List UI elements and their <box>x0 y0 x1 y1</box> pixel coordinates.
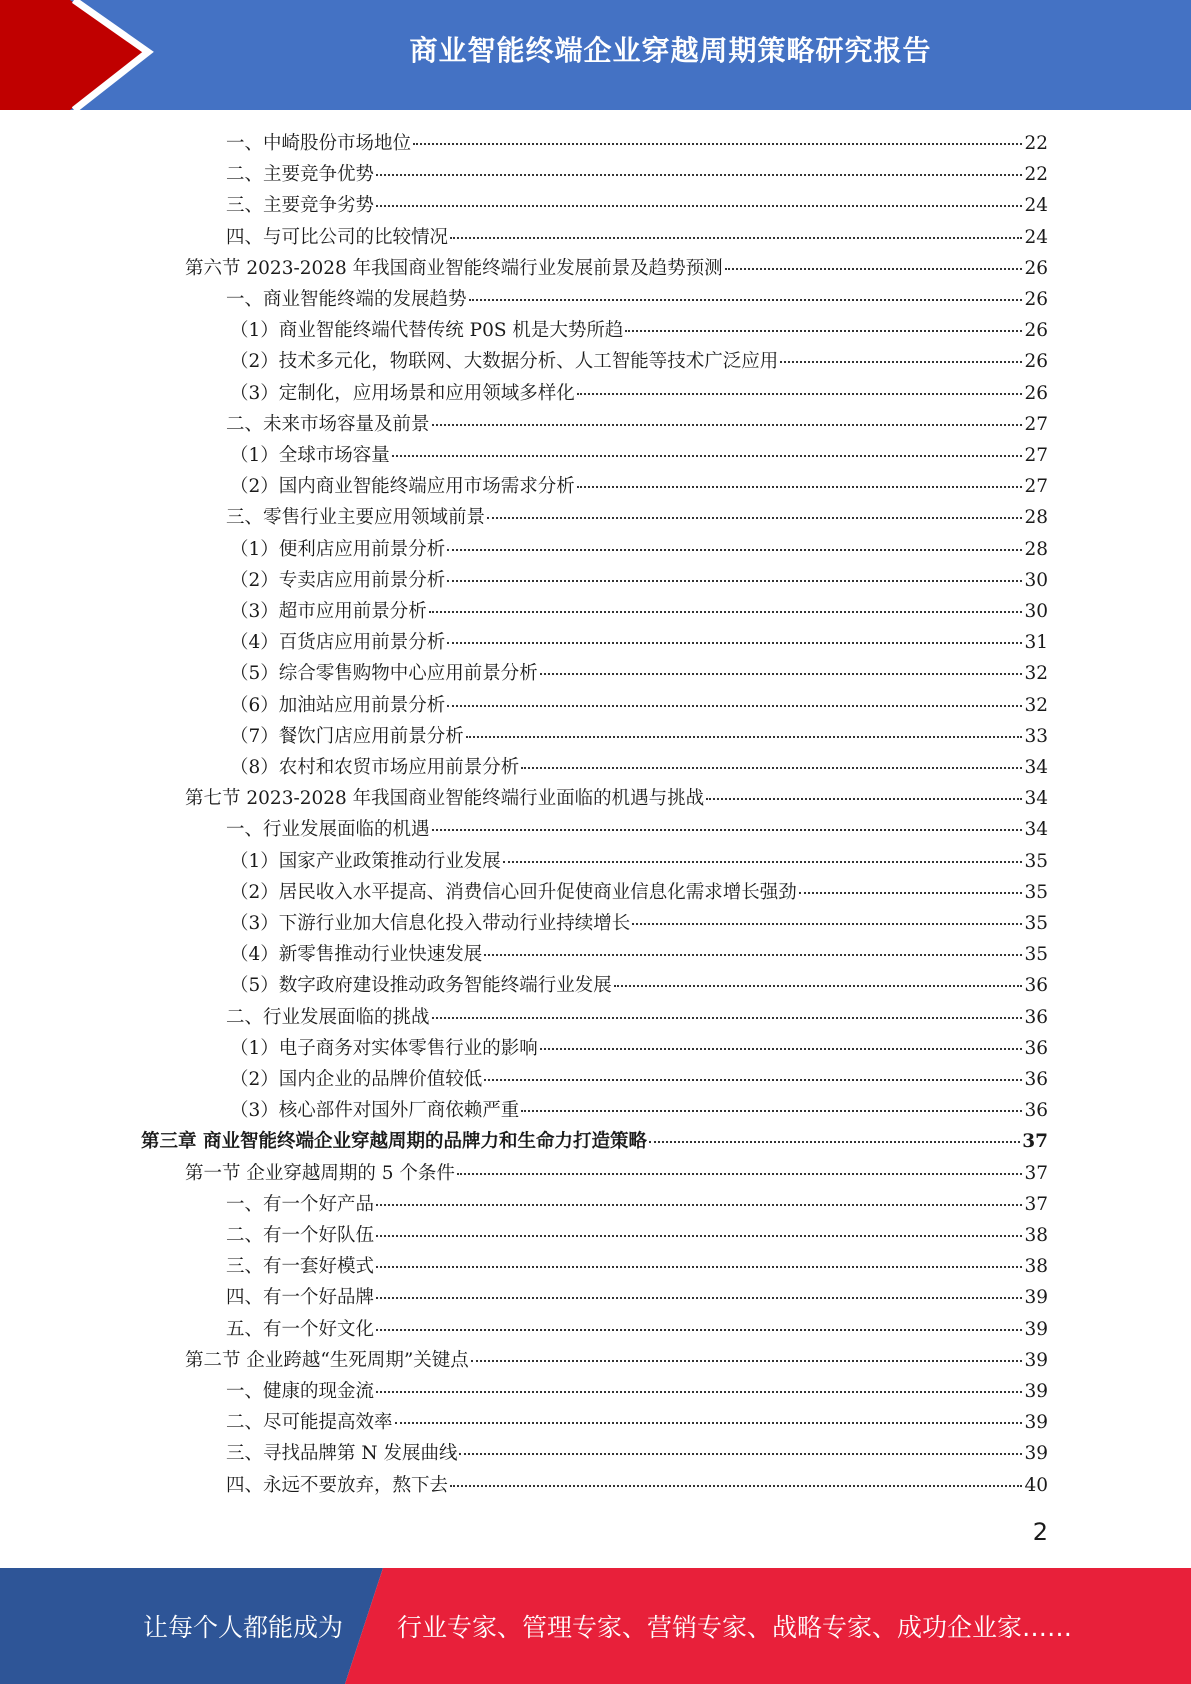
toc-entry-page: 36 <box>1024 1006 1048 1028</box>
toc-entry[interactable] <box>0 877 1048 908</box>
toc-entry[interactable] <box>0 1002 1048 1033</box>
toc-dot-leader <box>577 485 1023 488</box>
toc-dot-leader <box>447 704 1022 707</box>
toc-dot-leader <box>429 610 1023 613</box>
toc-entry-page: 31 <box>1024 632 1048 654</box>
toc-entry-page: 39 <box>1024 1318 1048 1340</box>
toc-entry-label: 一、商业智能终端的发展趋势 <box>226 289 467 310</box>
toc-dot-leader <box>376 1296 1022 1299</box>
toc-entry-label: 第六节 2023-2028 年我国商业智能终端行业发展前景及趋势预测 <box>185 257 723 279</box>
toc-entry-page: 35 <box>1024 944 1048 966</box>
toc-entry-page: 39 <box>1024 1287 1048 1309</box>
toc-entry-page: 39 <box>1024 1443 1048 1465</box>
page-header <box>0 0 1191 110</box>
toc-entry-page: 34 <box>1024 788 1048 810</box>
toc-entry-label: （3）定制化，应用场景和应用领域多样化 <box>230 382 575 404</box>
toc-entry[interactable] <box>0 721 1048 752</box>
toc-entry-label: （2）国内商业智能终端应用市场需求分析 <box>230 476 575 498</box>
toc-entry[interactable] <box>0 440 1048 471</box>
toc-entry[interactable] <box>0 1126 1048 1157</box>
toc-entry-label: 二、主要竞争优势 <box>226 164 375 186</box>
toc-dot-leader <box>540 672 1023 675</box>
toc-entry-label: （2）国内企业的品牌价值较低 <box>230 1069 483 1090</box>
toc-entry-page: 36 <box>1024 1069 1048 1090</box>
toc-entry[interactable] <box>0 1376 1048 1407</box>
toc-entry-label: 一、健康的现金流 <box>226 1381 375 1402</box>
toc-entry-page: 33 <box>1024 725 1048 747</box>
toc-entry-label: （5）综合零售购物中心应用前景分析 <box>230 663 538 685</box>
toc-dot-leader <box>521 766 1022 769</box>
toc-dot-leader <box>447 641 1022 644</box>
footer-slogan-right: 行业专家、管理专家、营销专家、战略专家、成功企业家…… <box>397 1613 1073 1642</box>
toc-dot-leader <box>392 454 1023 457</box>
toc-entry-label: （3）超市应用前景分析 <box>230 601 427 622</box>
toc-entry-page: 26 <box>1024 289 1048 310</box>
toc-entry[interactable] <box>0 409 1048 440</box>
toc-dot-leader <box>447 548 1022 551</box>
toc-entry-label: （5）数字政府建设推动政务智能终端行业发展 <box>230 975 612 997</box>
toc-entry-label: （4）新零售推动行业快速发展 <box>230 944 483 966</box>
toc-dot-leader <box>376 1265 1022 1268</box>
toc-entry-label: （1）全球市场容量 <box>230 445 390 466</box>
toc-entry-page: 24 <box>1024 195 1048 217</box>
toc-entry[interactable] <box>0 222 1048 253</box>
toc-entry-page: 24 <box>1024 226 1048 248</box>
toc-dot-leader <box>614 984 1023 987</box>
toc-entry-label: 四、与可比公司的比较情况 <box>226 226 449 248</box>
toc-dot-leader <box>484 953 1022 956</box>
toc-dot-leader <box>447 579 1022 582</box>
toc-entry[interactable] <box>0 1282 1048 1313</box>
toc-dot-leader <box>780 360 1022 363</box>
toc-entry[interactable] <box>0 315 1048 346</box>
toc-entry-label: 一、行业发展面临的机遇 <box>226 819 430 841</box>
toc-entry-page: 37 <box>1024 1193 1048 1215</box>
toc-entry[interactable] <box>0 1407 1048 1438</box>
toc-entry-label: 第二节 企业跨越“生死周期”关键点 <box>185 1349 469 1371</box>
toc-entry-label: （6）加油站应用前景分析 <box>230 694 446 716</box>
toc-entry-label: （7）餐饮门店应用前景分析 <box>230 725 464 747</box>
toc-entry-page: 26 <box>1024 320 1048 342</box>
toc-dot-leader <box>487 516 1022 519</box>
toc-entry-page: 39 <box>1024 1412 1048 1434</box>
toc-dot-leader <box>649 1140 1020 1143</box>
toc-dot-leader <box>466 735 1023 738</box>
toc-dot-leader <box>432 1016 1023 1019</box>
toc-entry-label: 二、行业发展面临的挑战 <box>226 1006 430 1028</box>
toc-entry-label: 四、永远不要放弃，熬下去 <box>226 1474 449 1496</box>
toc-entry-label: 三、零售行业主要应用领域前景 <box>226 507 486 529</box>
toc-entry-page: 27 <box>1024 476 1048 498</box>
toc-entry-label: 三、有一套好模式 <box>226 1256 375 1278</box>
toc-entry-page: 39 <box>1024 1349 1048 1371</box>
toc-entry-page: 28 <box>1024 538 1048 560</box>
toc-entry-label: 二、未来市场容量及前景 <box>226 413 430 435</box>
toc-entry-page: 26 <box>1024 351 1048 373</box>
toc-dot-leader <box>459 1452 1022 1455</box>
report-title: 商业智能终端企业穿越周期策略研究报告 <box>409 34 932 67</box>
toc-entry-label: 一、中崎股份市场地位 <box>226 133 412 154</box>
toc-entry[interactable] <box>0 1438 1048 1469</box>
toc-entry-label: （2）居民收入水平提高、消费信心回升促使商业信息化需求增长强劲 <box>230 881 797 903</box>
toc-entry-label: 二、有一个好队伍 <box>226 1225 375 1246</box>
toc-dot-leader <box>521 1109 1022 1112</box>
toc-dot-leader <box>457 1172 1023 1175</box>
toc-entry[interactable] <box>0 596 1048 627</box>
toc-entry-page: 38 <box>1024 1256 1048 1278</box>
toc-entry-label: （4）百货店应用前景分析 <box>230 632 446 654</box>
toc-entry-page: 34 <box>1024 757 1048 778</box>
toc-entry[interactable] <box>0 378 1048 409</box>
toc-entry-page: 36 <box>1024 1037 1048 1059</box>
toc-entry[interactable] <box>0 471 1048 502</box>
toc-entry-page: 28 <box>1024 507 1048 529</box>
toc-dot-leader <box>799 891 1023 894</box>
toc-entry[interactable] <box>0 970 1048 1001</box>
toc-entry-page: 37 <box>1024 1162 1048 1184</box>
toc-entry-label: 一、有一个好产品 <box>226 1193 375 1215</box>
toc-entry-page: 36 <box>1024 975 1048 997</box>
toc-dot-leader <box>395 1421 1023 1424</box>
page-number: 2 <box>1032 1518 1048 1546</box>
header-arrow-decoration <box>0 0 160 110</box>
toc-dot-leader <box>376 1328 1022 1331</box>
toc-dot-leader <box>376 204 1022 207</box>
toc-entry-label: （1）电子商务对实体零售行业的影响 <box>230 1037 538 1059</box>
toc-entry[interactable] <box>0 814 1048 845</box>
toc-entry[interactable] <box>0 190 1048 221</box>
toc-entry[interactable] <box>0 846 1048 877</box>
toc-entry[interactable] <box>0 502 1048 533</box>
toc-entry[interactable] <box>0 1033 1048 1064</box>
toc-entry-label: （3）下游行业加大信息化投入带动行业持续增长 <box>230 913 631 934</box>
toc-entry-label: （3）核心部件对国外厂商依赖严重 <box>230 1100 520 1122</box>
toc-entry-page: 35 <box>1024 850 1048 872</box>
toc-entry-page: 26 <box>1024 257 1048 279</box>
toc-entry[interactable] <box>0 939 1048 970</box>
toc-entry-page: 39 <box>1024 1381 1048 1402</box>
toc-entry[interactable] <box>0 565 1048 596</box>
toc-entry[interactable] <box>0 1470 1048 1501</box>
toc-entry-page: 27 <box>1024 445 1048 466</box>
toc-entry-page: 40 <box>1024 1474 1048 1496</box>
toc-dot-leader <box>503 860 1023 863</box>
toc-dot-leader <box>625 329 1022 332</box>
toc-entry[interactable] <box>0 1095 1048 1126</box>
toc-entry-label: （2）专卖店应用前景分析 <box>230 569 446 591</box>
toc-entry-label: 五、有一个好文化 <box>226 1318 375 1340</box>
toc-entry[interactable] <box>0 1158 1048 1189</box>
toc-entry-label: （8）农村和农贸市场应用前景分析 <box>230 757 520 778</box>
toc-entry[interactable] <box>0 253 1048 284</box>
toc-entry-page: 26 <box>1024 382 1048 404</box>
toc-entry-page: 32 <box>1024 663 1048 685</box>
footer-slogan-left: 让每个人都能成为 <box>143 1613 344 1642</box>
toc-entry-page: 32 <box>1024 694 1048 716</box>
toc-entry[interactable] <box>0 1314 1048 1345</box>
toc-entry[interactable] <box>0 1220 1048 1251</box>
toc-entry-page: 22 <box>1024 133 1048 154</box>
toc-dot-leader <box>413 142 1022 145</box>
toc-entry-label: 二、尽可能提高效率 <box>226 1412 393 1434</box>
toc-entry-page: 34 <box>1024 819 1048 841</box>
toc-entry-label: 第七节 2023-2028 年我国商业智能终端行业面临的机遇与挑战 <box>185 788 705 810</box>
toc-entry[interactable] <box>0 1189 1048 1220</box>
toc-entry[interactable] <box>0 1251 1048 1282</box>
toc-entry-label: 第一节 企业穿越周期的 5 个条件 <box>185 1162 455 1184</box>
toc-dot-leader <box>540 1047 1023 1050</box>
toc-entry-label: （1）商业智能终端代替传统 P0S 机是大势所趋 <box>230 320 624 342</box>
toc-entry-page: 30 <box>1024 569 1048 591</box>
toc-dot-leader <box>376 1390 1022 1393</box>
toc-dot-leader <box>376 173 1022 176</box>
toc-dot-leader <box>577 392 1023 395</box>
toc-entry-page: 27 <box>1024 413 1048 435</box>
toc-entry[interactable] <box>0 908 1048 939</box>
toc-entry-label: （1）国家产业政策推动行业发展 <box>230 850 501 872</box>
toc-dot-leader <box>632 922 1022 925</box>
toc-entry-page: 37 <box>1022 1131 1048 1153</box>
toc-dot-leader <box>706 797 1022 800</box>
toc-entry[interactable] <box>0 128 1048 159</box>
toc-entry-page: 35 <box>1024 913 1048 934</box>
toc-entry-page: 35 <box>1024 881 1048 903</box>
toc-entry[interactable] <box>0 783 1048 814</box>
toc-dot-leader <box>725 267 1023 270</box>
toc-entry[interactable] <box>0 658 1048 689</box>
toc-entry[interactable] <box>0 690 1048 721</box>
toc-dot-leader <box>432 828 1023 831</box>
toc-entry[interactable] <box>0 284 1048 315</box>
toc-entry[interactable] <box>0 627 1048 658</box>
toc-entry-label: 三、寻找品牌第 N 发展曲线 <box>226 1443 458 1465</box>
toc-entry-label: （1）便利店应用前景分析 <box>230 538 446 560</box>
toc-entry-page: 36 <box>1024 1100 1048 1122</box>
toc-entry-page: 38 <box>1024 1225 1048 1246</box>
toc-dot-leader <box>376 1234 1022 1237</box>
toc-entry-page: 22 <box>1024 164 1048 186</box>
toc-dot-leader <box>484 1078 1022 1081</box>
toc-dot-leader <box>469 298 1023 301</box>
toc-entry[interactable] <box>0 1345 1048 1376</box>
toc-entry[interactable] <box>0 1064 1048 1095</box>
toc-dot-leader <box>450 1484 1022 1487</box>
toc-entry-label: 四、有一个好品牌 <box>226 1287 375 1309</box>
toc-dot-leader <box>450 236 1022 239</box>
toc-entry[interactable] <box>0 752 1048 783</box>
toc-entry[interactable] <box>0 346 1048 377</box>
toc-entry-label: 三、主要竞争劣势 <box>226 195 375 217</box>
toc-dot-leader <box>432 423 1023 426</box>
page-footer <box>0 1568 1191 1684</box>
toc-entry-label: （2）技术多元化，物联网、大数据分析、人工智能等技术广泛应用 <box>230 351 779 373</box>
toc-entry-page: 30 <box>1024 601 1048 622</box>
toc-entry[interactable] <box>0 534 1048 565</box>
toc-entry-label: 第三章 商业智能终端企业穿越周期的品牌力和生命力打造策略 <box>141 1131 647 1153</box>
toc-dot-leader <box>471 1359 1023 1362</box>
toc-dot-leader <box>376 1203 1022 1206</box>
toc-entry[interactable] <box>0 159 1048 190</box>
